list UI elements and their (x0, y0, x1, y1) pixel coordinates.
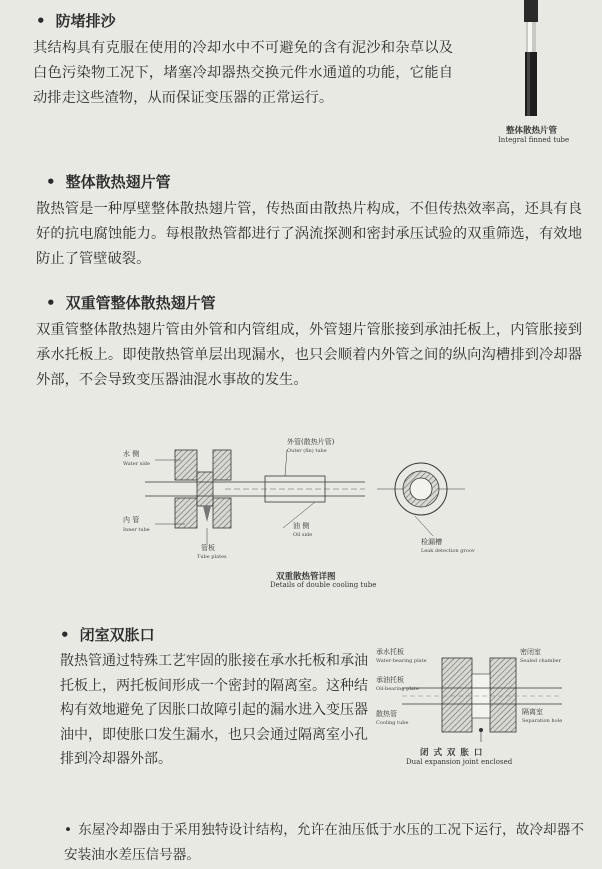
label-oil-plate-en: Oil-bearing plate (376, 686, 419, 692)
label-drain-en: Separation hole (522, 718, 563, 724)
label-inner-tube-en: Inner tube (123, 527, 150, 533)
label-leak-groove-en: Leak detection grooves (421, 548, 475, 554)
label-oil-side: 油 侧 (293, 522, 310, 530)
bullet-icon: • (60, 626, 70, 644)
footer-note (64, 818, 584, 867)
section-paragraph-anti-clogging: 其结构具有克服在使用的冷却水中不可避免的含有泥沙和杂草以及白色污染物工况下，堵塞冷却器热交换元件水通道的功能，它能自动排走这些渣物，从而保证变压器的正常运行。 (33, 40, 453, 106)
label-tube-plate-en: Tube plates (197, 554, 227, 560)
section-paragraph-double-tube: 双重管整体散热翅片管由外管和内管组成，外管翅片管胀接到承油托板上，内管胀接到承水托板上。即使散热管单层出现漏水，也只会顺着内外管之间的纵向沟槽排到冷却器外部，不会导致变压器油混水事故的发生。 (36, 322, 582, 388)
bullet-icon: • (64, 822, 73, 838)
label-seal-chamber-en: Sealed chamber (520, 658, 562, 664)
label-outer-tube: 外管(散热片管) (287, 438, 335, 446)
finned-tube-caption: 整体散热片管 (506, 126, 558, 136)
double-tube-caption-en: Details of double cooling tube (270, 581, 377, 589)
heading-text: 防堵排沙 (55, 12, 116, 30)
label-leak-groove: 检漏槽 (421, 538, 442, 546)
label-water-plate-en: Water-bearing plate (376, 658, 427, 664)
finned-tube-image (500, 0, 580, 120)
section-heading-finned-tube (46, 171, 171, 192)
label-cooling-tube: 散热管 (376, 710, 397, 718)
label-drain: 隔离室 (522, 708, 543, 716)
section-paragraph-finned-tube: 散热管是一种厚壁整体散热翅片管，传热面由散热片构成，不但传热效率高，还具有良好的抗电腐蚀能力。每根散热管都进行了涡流探测和密封承压试验的双重筛选，有效地防止了管壁破裂。 (36, 201, 582, 267)
bullet-icon: • (46, 173, 56, 191)
double-tube-caption: 双重散热管详图 (276, 572, 336, 582)
label-water-plate: 承水托板 (376, 648, 404, 656)
section-heading-double-tube (46, 292, 216, 313)
double-tube-diagram (115, 432, 475, 567)
heading-text: 闭室双胀口 (79, 626, 155, 644)
heading-text: 双重管整体散热翅片管 (65, 294, 216, 312)
finned-tube-figure (500, 0, 580, 150)
label-cooling-tube-en: Cooling tube (376, 720, 409, 726)
heading-text: 整体散热翅片管 (65, 173, 171, 191)
double-tube-figure (115, 432, 475, 592)
finned-tube-caption-en: Integral finned tube (498, 136, 570, 144)
expansion-joint-diagram (372, 644, 577, 744)
section-paragraph-expansion-joint: 散热管通过特殊工艺牢固的胀接在承水托板和承油托板上，两托板间形成一个密封的隔离室。这种结构有效地避免了因胀口故障引起的漏水进入变压器油中，即使胀口发生漏水，也只会通过隔离室小孔排到冷却器外部。 (60, 653, 368, 767)
label-tube-plate: 管板 (201, 544, 215, 552)
section-heading-anti-clogging (36, 10, 116, 31)
label-water-side: 水 侧 (123, 450, 140, 458)
label-outer-tube-en: Outer (fin) tube (287, 448, 327, 454)
section-heading-expansion-joint (60, 624, 155, 645)
label-oil-plate: 承油托板 (376, 676, 404, 684)
label-water-side-en: Water side (123, 461, 150, 467)
footer-note-text: 东屋冷却器由于采用独特设计结构，允许在油压低于水压的工况下运行，故冷却器不安装油水差压信号器。 (64, 822, 584, 863)
expansion-joint-figure (372, 644, 577, 774)
bullet-icon: • (46, 294, 56, 312)
expansion-caption: 闭 式 双 胀 口 (420, 748, 484, 758)
label-inner-tube: 内 管 (123, 516, 140, 524)
label-seal-chamber: 密闭室 (520, 648, 541, 656)
label-oil-side-en: Oil side (293, 532, 313, 538)
bullet-icon: • (36, 12, 46, 30)
expansion-caption-en: Dual expansion joint enclosed (406, 758, 513, 766)
